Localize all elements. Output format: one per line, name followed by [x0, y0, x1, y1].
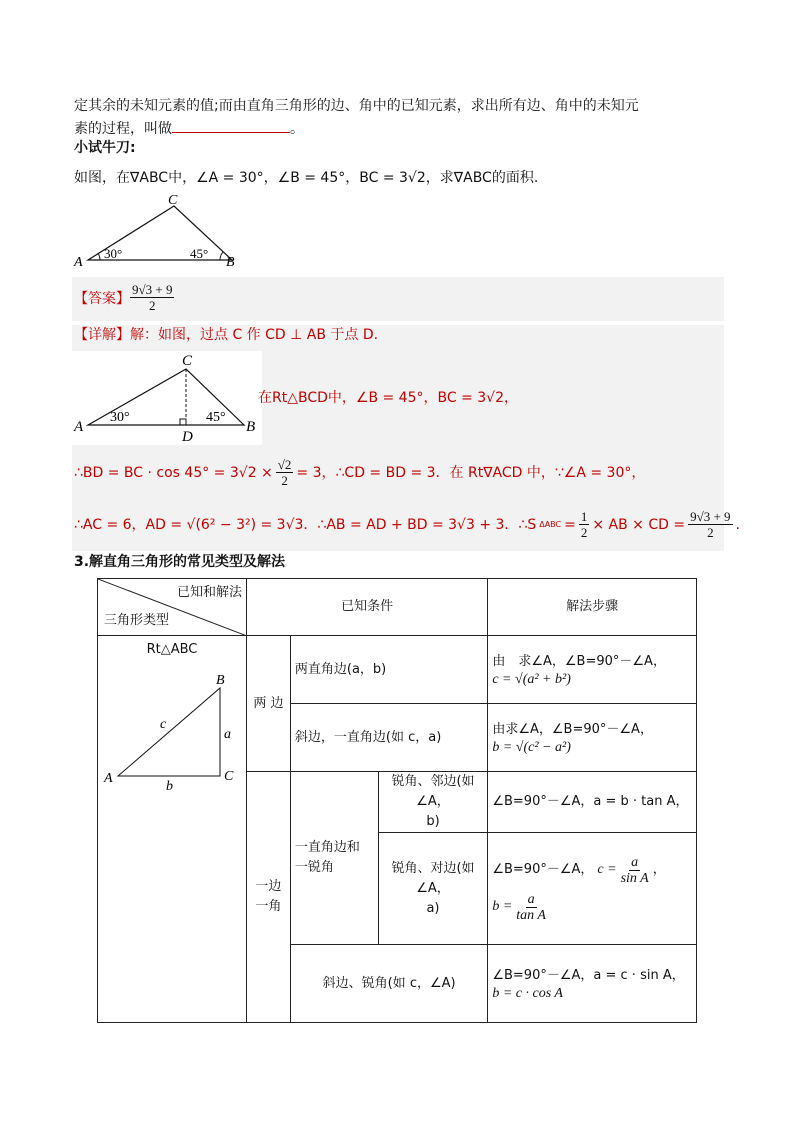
line4-frac1-den: 2: [580, 525, 588, 540]
row4-b-lhs: b =: [492, 899, 513, 914]
tri-side-c: c: [160, 717, 167, 732]
header-steps: 解法步骤: [488, 579, 697, 636]
row1-steps: [488, 636, 697, 704]
tri-vertex-c: C: [224, 769, 234, 784]
fill-in-blank: [172, 118, 290, 133]
row4-known-line-1: 锐角、对边(如∠A，: [391, 860, 475, 896]
line4-frac2-den: 2: [707, 525, 714, 540]
row3-known-line-1: 锐角、邻边(如∠A，: [391, 774, 475, 809]
detail-line-4-sub: ΔABC: [539, 519, 562, 529]
detail-side-text: 在Rt△BCD中，∠B = 45°，BC = 3√2，: [258, 390, 518, 406]
row4-b-num: a: [527, 891, 535, 907]
row4-c-lhs: c =: [597, 862, 617, 877]
row2-step-a: 由求∠A，∠B=90°－∠A，: [492, 721, 653, 737]
row5-known: 斜边、锐角(如 c，∠A): [290, 945, 487, 1023]
triangle-type-label: Rt△ABC: [146, 642, 198, 657]
group-known-cell: [290, 772, 378, 945]
vertex-b-label: B: [226, 255, 235, 270]
row4-step-a: ∠B=90°－∠A，: [492, 862, 594, 877]
point-d-label: D: [182, 429, 193, 445]
row5-step-b: b = c · cos A: [492, 985, 563, 1001]
line4-frac1-num: 1: [580, 509, 588, 524]
angle-b-arc: [220, 252, 223, 260]
group-known-line-2: 一锐角: [294, 860, 334, 875]
row4-steps: [488, 833, 697, 945]
section-3-title: 3.解直角三角形的常见类型及解法: [74, 554, 286, 570]
triangle-figure-2: [72, 351, 262, 445]
row4-step-comma: ，: [652, 862, 666, 877]
detail-line-4-b: =: [564, 516, 576, 533]
row5-step-a: ∠B=90°－∠A，a = c · sin A，: [492, 967, 685, 983]
one-side-line-1: 一边: [255, 879, 282, 894]
detail-line-4-c: × AB × CD =: [592, 516, 686, 533]
intro-line-1: 定其余的未知元素的值;而由直角三角形的边、角中的已知元素，求出所有边、角中的未知元: [74, 98, 639, 114]
two-sides-label: 两 边: [246, 636, 290, 772]
header-diag-bottom: 三角形类型: [104, 613, 170, 628]
row3-known: [378, 772, 488, 833]
intro-line-2-end: 。: [290, 121, 304, 137]
row3-known-line-2: b): [426, 814, 440, 829]
row4-step-line-2: [492, 892, 692, 923]
detail-line-4-d: .: [735, 516, 740, 533]
intro-line-2-text: 素的过程，叫做: [74, 121, 172, 137]
right-triangle-figure: [98, 666, 238, 796]
row1-known: 两直角边(a，b): [290, 636, 487, 704]
row1-step-b: c = √(a² + b²): [492, 671, 571, 687]
practice-heading: 小试牛刀:: [74, 140, 136, 156]
answer-value: [130, 282, 174, 313]
right-triangle-outline: [118, 688, 220, 776]
vertex-b-label-2: B: [246, 419, 256, 435]
detail-line-4: [74, 509, 740, 540]
row2-known: 斜边，一直角边(如 c，a): [290, 704, 487, 772]
vertex-a-label-2: A: [74, 419, 84, 435]
row4-step-line-1: [492, 855, 692, 886]
one-side-one-angle-label: [246, 772, 290, 1023]
angle-b-value: 45°: [190, 246, 209, 261]
header-diag-top: 已知和解法: [176, 585, 242, 600]
tri-vertex-a: A: [104, 771, 113, 786]
solution-table: [97, 578, 697, 1023]
line4-frac2-num: 9√3 + 9: [690, 509, 731, 524]
answer-tag: 【答案】: [74, 291, 130, 307]
detail-line-3-a: ∴BD = BC · cos 45° = 3√2 ×: [74, 464, 273, 481]
triangle-type-cell: [98, 636, 247, 1023]
detail-line-4-a: ∴AC = 6，AD = √(6² − 3²) = 3√3．∴AB = AD + BD = 3√3 + 3．∴S: [74, 516, 537, 533]
tri-side-b: b: [166, 779, 173, 794]
detail-text: 解：如图，过点 C 作 CD ⊥ AB 于点 D.: [130, 327, 379, 343]
angle-a-value: 30°: [104, 246, 123, 261]
practice-problem: 如图，在∇ABC中，∠A = 30°，∠B = 45°，BC = 3√2，求∇ABC的面积.: [74, 170, 539, 186]
detail-tag: 【详解】: [74, 327, 130, 343]
vertex-a-label: A: [74, 255, 83, 270]
detail-line-3-b: = 3，∴CD = BD = 3．在 Rt∇ACD 中，∵∠A = 30°，: [296, 464, 646, 481]
angle-a-value-2: 30°: [110, 410, 130, 425]
intro-line-2: [74, 118, 304, 139]
row5-steps: [488, 945, 697, 1023]
detail-block: [72, 325, 740, 551]
figure-2-background: [72, 351, 262, 445]
tri-vertex-b: B: [216, 673, 225, 688]
angle-b-value-2: 45°: [206, 410, 226, 425]
row2-steps: [488, 704, 697, 772]
row4-known: [378, 833, 488, 945]
detail-line-3: [74, 457, 645, 488]
row4-c-den: sin A: [620, 870, 649, 886]
row3-steps: ∠B=90°－∠A，a = b · tan A，: [488, 772, 697, 833]
row4-b-den: tan A: [516, 907, 546, 923]
angle-a-arc: [99, 254, 101, 260]
row4-c-num: a: [631, 854, 639, 870]
vertex-c-label: C: [168, 193, 178, 208]
header-known: 已知条件: [246, 579, 487, 636]
line3-frac-num: √2: [277, 457, 292, 472]
answer-denominator: 2: [148, 298, 156, 313]
detail-first-line: [74, 325, 378, 345]
row4-known-line-2: a): [426, 900, 440, 916]
answer-block: [72, 277, 724, 321]
line3-frac-den: 2: [281, 473, 288, 488]
triangle-figure-1: [70, 190, 250, 270]
tri-side-a: a: [224, 727, 231, 742]
one-side-line-2: 一角: [255, 899, 282, 914]
vertex-c-label-2: C: [182, 353, 193, 369]
answer-numerator: 9√3 + 9: [132, 282, 173, 297]
row2-step-b: b = √(c² − a²): [492, 739, 571, 755]
group-known-line-1: 一直角边和: [294, 840, 360, 855]
header-diagonal-cell: [98, 579, 247, 636]
row1-step-a: 由 求∠A，∠B=90°－∠A，: [492, 653, 666, 669]
